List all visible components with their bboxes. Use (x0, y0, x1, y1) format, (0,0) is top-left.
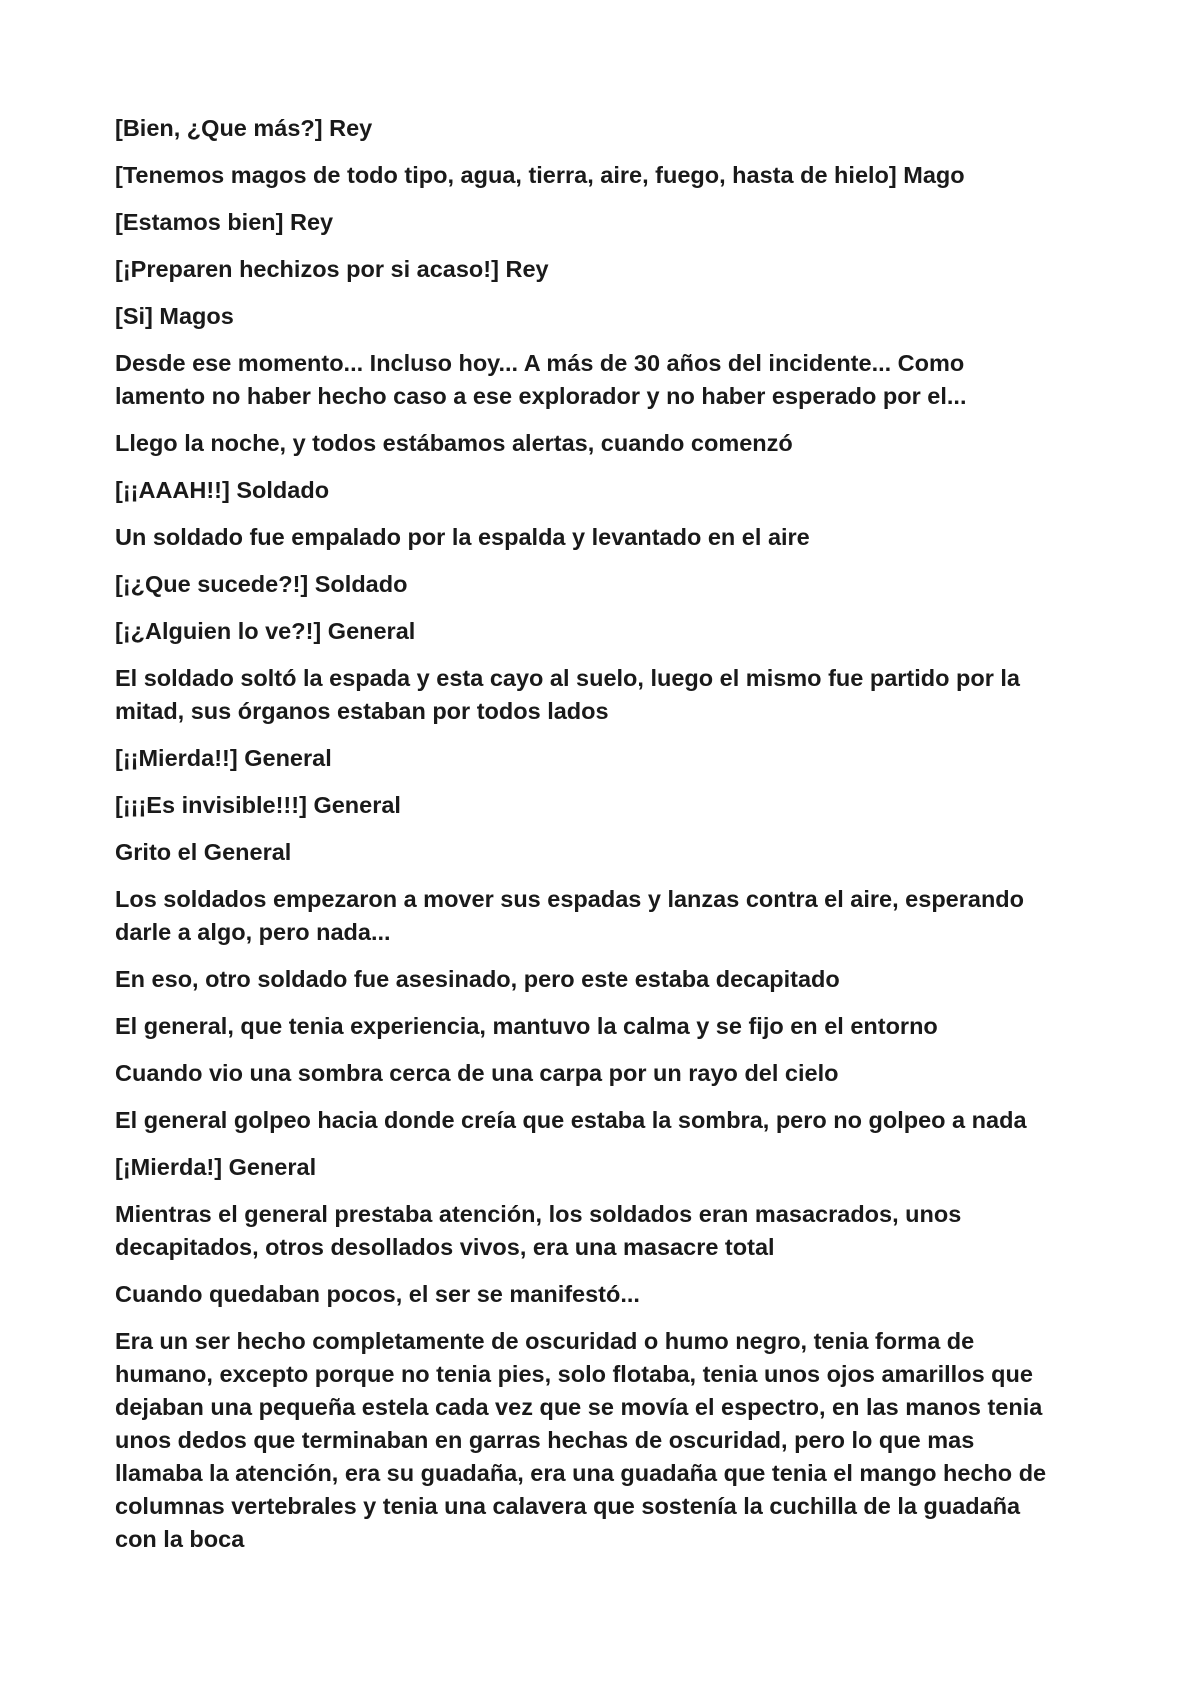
paragraph: En eso, otro soldado fue asesinado, pero este estaba decapitado (115, 966, 840, 992)
paragraph: El general, que tenia experiencia, mantuvo la calma y se fijo en el entorno (115, 1013, 938, 1039)
paragraph: [¡¿Que sucede?!] Soldado (115, 571, 408, 597)
paragraph: [¡¡¡Es invisible!!!] General (115, 792, 401, 818)
document-body (115, 112, 1090, 1570)
paragraph: [¡¡Mierda!!] General (115, 745, 332, 771)
paragraph: [¡Preparen hechizos por si acaso!] Rey (115, 256, 549, 282)
paragraph: [Si] Magos (115, 303, 234, 329)
paragraph: Los soldados empezaron a mover sus espadas y lanzas contra el aire, esperando darle a algo, pero nada... (115, 886, 1025, 945)
paragraph: El soldado soltó la espada y esta cayo al suelo, luego el mismo fue partido por la mitad, sus órganos estaban por todos lados (115, 665, 1020, 724)
paragraph: Llego la noche, y todos estábamos alertas, cuando comenzó (115, 430, 793, 456)
paragraph: Era un ser hecho completamente de oscuridad o humo negro, tenia forma de humano, excepto porque no tenia pies, solo flotaba, tenia unos ojos amarillos que dejaban una pequeña estela cada vez que se movía el espectro, en las manos tenia unos dedos que terminaban en garras hechas de oscuridad, pero lo que mas llamaba la atención, era su guadaña, era una guadaña que tenia el mango hecho de columnas vertebrales y tenia una calavera que sostenía la cuchilla de la guadaña con la boca (115, 1328, 1047, 1552)
paragraph: [¡Mierda!] General (115, 1154, 317, 1180)
paragraph: Grito el General (115, 839, 292, 865)
paragraph: Desde ese momento... Incluso hoy... A más de 30 años del incidente... Como lamento no haber hecho caso a ese explorador y no haber esperado por el... (115, 350, 967, 409)
paragraph: [Tenemos magos de todo tipo, agua, tierra, aire, fuego, hasta de hielo] Mago (115, 162, 965, 188)
paragraph: [Estamos bien] Rey (115, 209, 334, 235)
paragraph: Un soldado fue empalado por la espalda y levantado en el aire (115, 524, 810, 550)
paragraph: El general golpeo hacia donde creía que estaba la sombra, pero no golpeo a nada (115, 1107, 1027, 1133)
paragraph: [¡¡AAAH!!] Soldado (115, 477, 330, 503)
paragraph: [Bien, ¿Que más?] Rey (115, 115, 373, 141)
paragraph: [¡¿Alguien lo ve?!] General (115, 618, 416, 644)
paragraph: Cuando quedaban pocos, el ser se manifestó... (115, 1281, 640, 1307)
paragraph: Cuando vio una sombra cerca de una carpa por un rayo del cielo (115, 1060, 839, 1086)
paragraph: Mientras el general prestaba atención, los soldados eran masacrados, unos decapitados, otros desollados vivos, era una masacre total (115, 1201, 962, 1260)
